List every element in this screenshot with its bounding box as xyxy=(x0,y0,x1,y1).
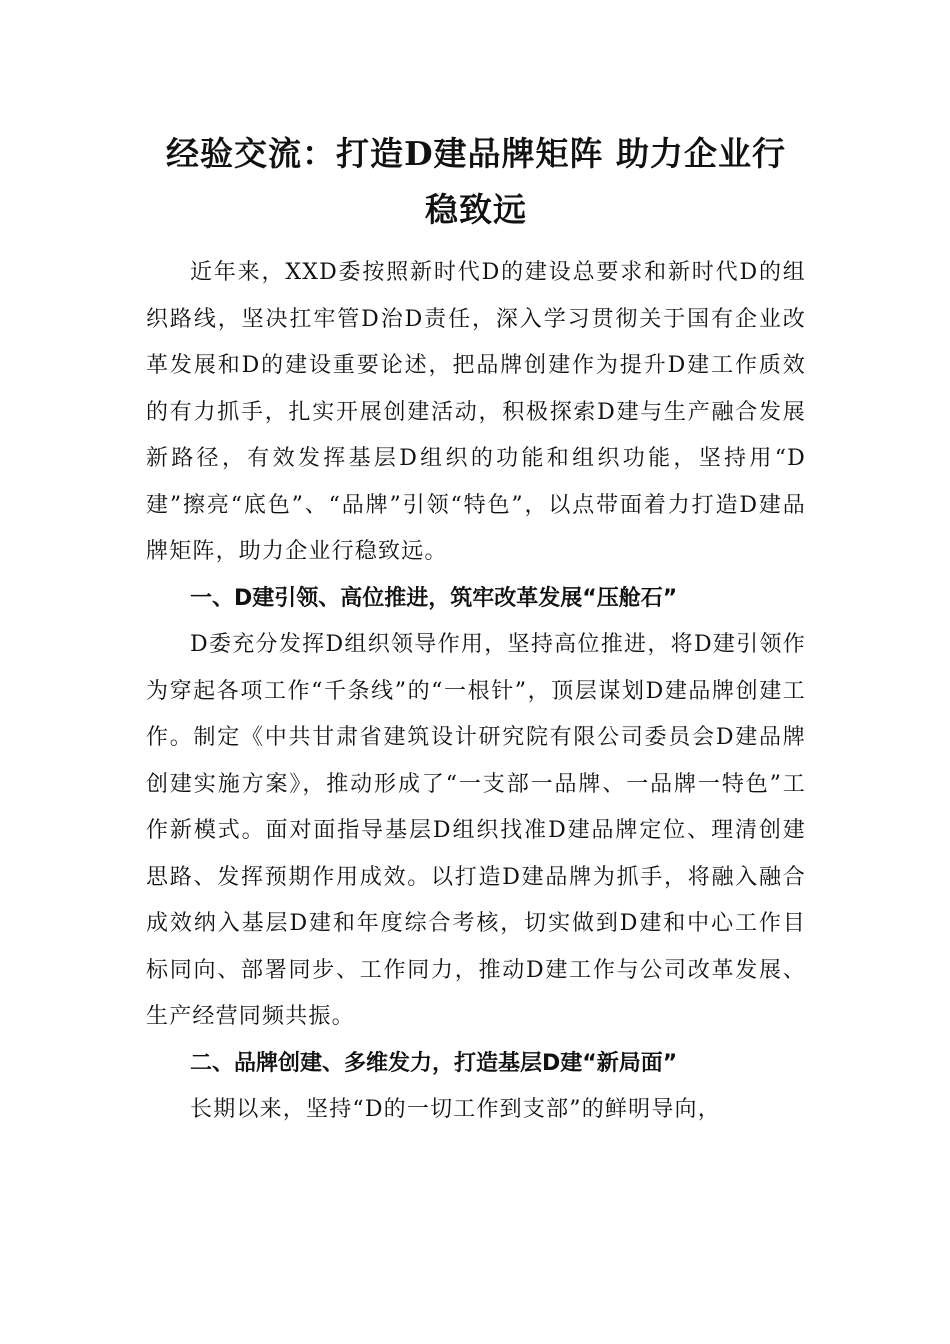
section-2-heading: 二、品牌创建、多维发力，打造基层D建“新局面” xyxy=(190,1050,678,1076)
section-1-paragraph: D委充分发挥D组织领导作用，坚持高位推进，将D建引领作为穿起各项工作“千条线”的“一根针”，顶层谋划D建品牌创建工作。制定《中共甘肃省建筑设计研究院有限公司委员会D建品牌创建实施方案》，推动形成了“一支部一品牌、一品牌一特色”工作新模式。面对面指导基层D组织找准D建品牌定位、理清创建思路、发挥预期作用成效。以打造D建品牌为抓手，将融入融合成效纳入基层D建和年度综合考核，切实做到D建和中心工作目标同向、部署同步、工作同力，推动D建工作与公司改革发展、生产经营同频共振。 xyxy=(146,632,806,1029)
title-line-2: 稳致远 xyxy=(425,190,527,229)
document-title xyxy=(146,126,806,238)
section-2-paragraph: 长期以来，坚持“D的一切工作到支部”的鲜明导向， xyxy=(190,1097,721,1122)
section-1-heading: 一、D建引领、高位推进，筑牢改革发展“压舱石” xyxy=(190,585,678,611)
intro-paragraph: 近年来，XXD委按照新时代D的建设总要求和新时代D的组织路线，坚决扛牢管D治D责任，深入学习贯彻关于国有企业改革发展和D的建设重要论述，把品牌创建作为提升D建工作质效的有力抓手，扎实开展创建活动，积极探索D建与生产融合发展新路径，有效发挥基层D组织的功能和组织功能，坚持用“D建”擦亮“底色”、“品牌”引领“特色”，以点带面着力打造D建品牌矩阵，助力企业行稳致远。 xyxy=(146,260,806,564)
title-line-1: 经验交流：打造D建品牌矩阵 助力企业行 xyxy=(165,134,787,173)
document-content xyxy=(146,126,806,1134)
